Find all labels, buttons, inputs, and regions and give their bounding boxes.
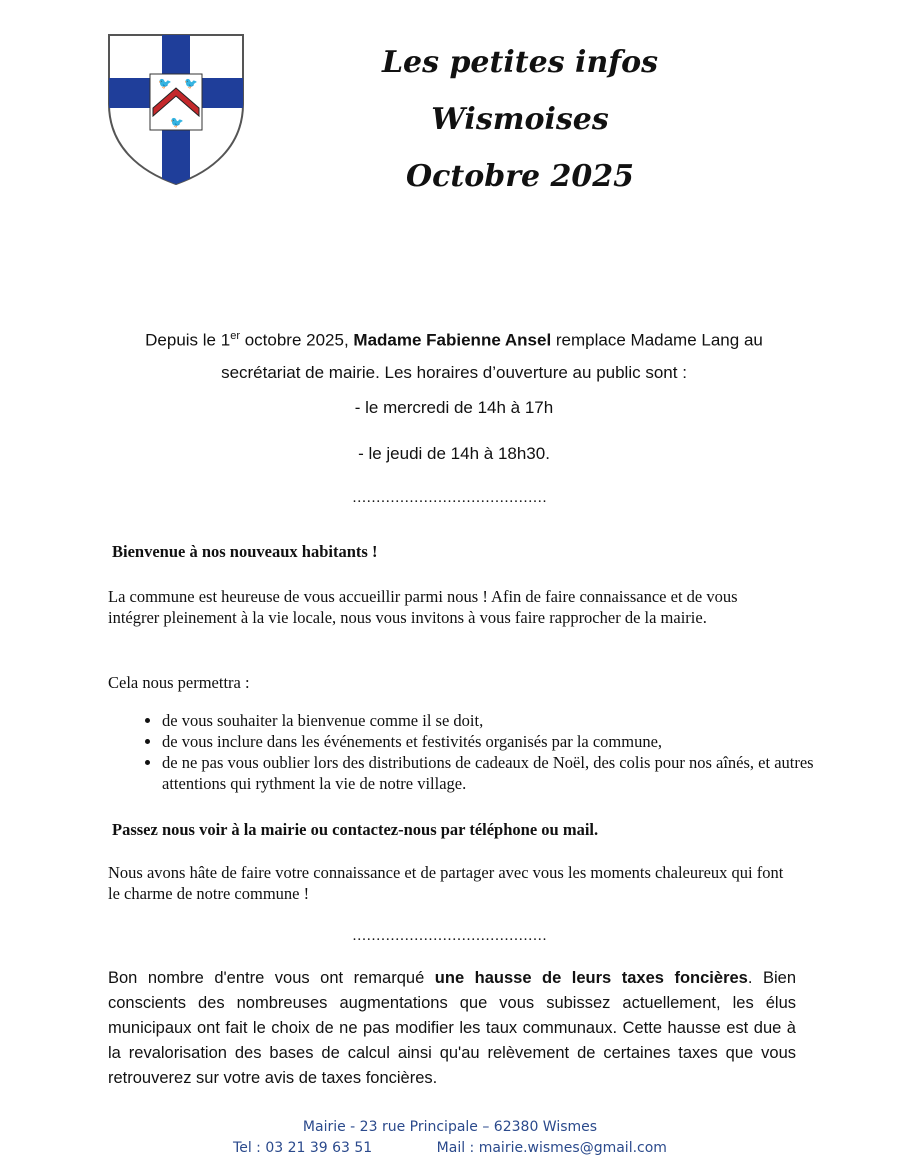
separator-2: ......................................... — [352, 928, 548, 944]
list-item: • de vous inclure dans les événements et festivités organisés par la commune, — [162, 731, 842, 752]
separator-1: ......................................... — [352, 490, 548, 506]
bird-icon-left: 🐦 — [158, 77, 172, 90]
tax-increase-highlight: une hausse de leurs taxes foncières — [434, 969, 748, 987]
list-item: • de ne pas vous oublier lors des distributions de cadeaux de Noël, des colis pour nos aînés, et autres attentions qui rythment la vie de notre village. — [162, 752, 842, 794]
title-line-2: Wismoises — [431, 102, 609, 137]
announcement-line-2: secrétariat de mairie. Les horaires d’ouverture au public sont : — [221, 362, 687, 382]
welcome-list-intro: Cela nous permettra : — [108, 673, 250, 692]
list-item: • de vous souhaiter la bienvenue comme il se doit, — [162, 710, 842, 731]
footer-contact — [0, 1140, 900, 1156]
contact-heading: Passez nous voir à la mairie ou contactez-nous par téléphone ou mail. — [112, 820, 599, 839]
tax-text-start: Bon nombre d'entre vous ont remarqué — [108, 969, 435, 987]
title-line-3: Octobre 2025 — [405, 159, 635, 194]
secretariat-announcement — [104, 320, 804, 389]
coat-of-arms-logo — [106, 32, 246, 187]
opening-hours-thursday: - le jeudi de 14h à 18h30. — [358, 444, 550, 463]
announcement-text-end: remplace Madame Lang au — [551, 330, 763, 350]
bird-icon-bottom: 🐦 — [170, 116, 184, 129]
announcement-line-1 — [104, 320, 804, 357]
closing-paragraph: Nous avons hâte de faire votre connaissance et de partager avec vous les moments chaleureux qui font le charme de notre commune ! — [108, 863, 784, 903]
announcement-text: Depuis le 1 — [145, 330, 231, 350]
welcome-paragraph: La commune est heureuse de vous accueillir parmi nous ! Afin de faire connaissance et de vous intégrer pleinement à la vie locale, nous vous invitons à vous faire rapprocher de la mairie. — [108, 587, 738, 627]
opening-hours-wednesday: - le mercredi de 14h à 17h — [354, 398, 554, 417]
tax-text-end: . Bien conscients des nombreuses augmentations que vous subissez actuellement, les élus municipaux ont fait le choix de ne pas modifier les taux communaux. Cette hausse est due à la revalorisation des bases de calcul ainsi qu'au relèvement de certaines taxes que vous retrouverez sur votre avis de taxes foncières. — [108, 969, 796, 1087]
welcome-benefits-list — [108, 710, 842, 794]
bird-icon-right: 🐦 — [184, 77, 198, 90]
property-tax-paragraph — [108, 966, 796, 1091]
new-secretary-name: Madame Fabienne Ansel — [353, 330, 552, 350]
ordinal-suffix: er — [230, 330, 240, 342]
announcement-date: octobre 2025, — [239, 330, 354, 350]
title-line-1: Les petites infos — [381, 45, 659, 80]
welcome-heading: Bienvenue à nos nouveaux habitants ! — [112, 542, 378, 561]
footer-email[interactable]: Mail : mairie.wismes@gmail.com — [436, 1140, 667, 1156]
footer-address: Mairie - 23 rue Principale – 62380 Wismes — [302, 1119, 598, 1135]
newsletter-title — [380, 34, 660, 205]
footer-phone[interactable]: Tel : 03 21 39 63 51 — [233, 1140, 373, 1156]
